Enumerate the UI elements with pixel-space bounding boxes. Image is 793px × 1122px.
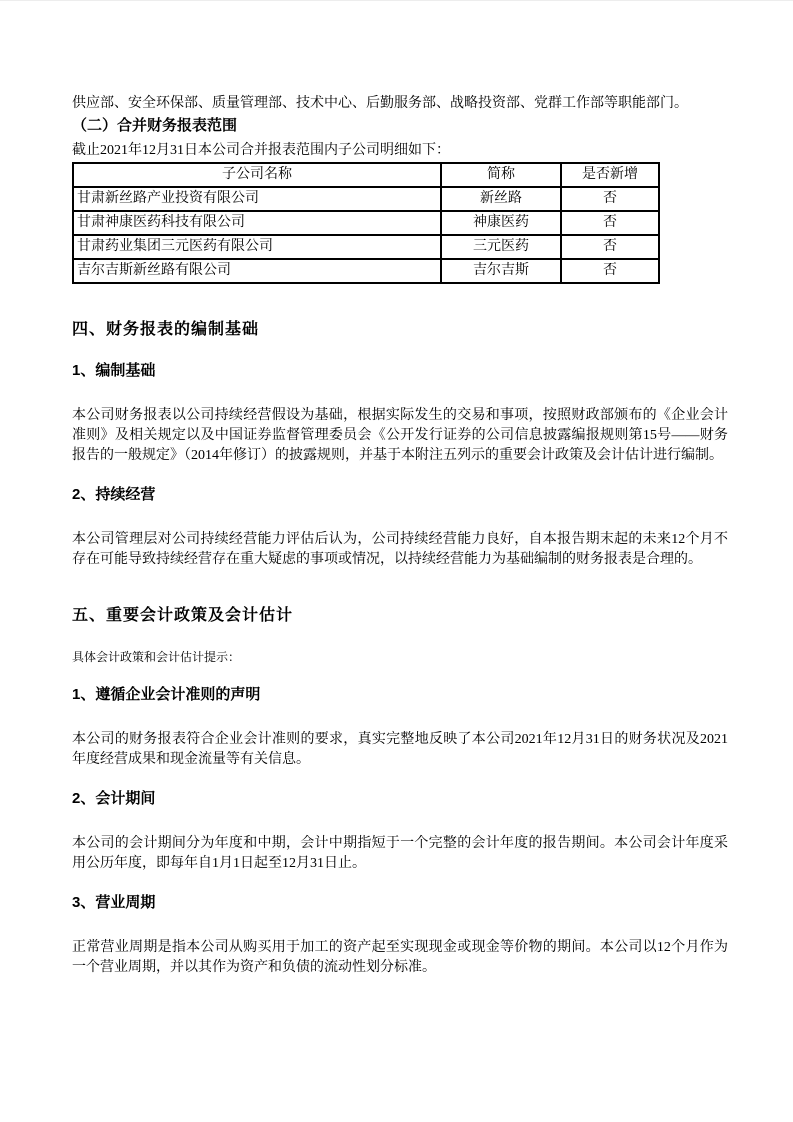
table-row (73, 211, 659, 235)
table-row (73, 235, 659, 259)
subsidiary-name-cell: 甘肃神康医药科技有限公司 (73, 211, 441, 235)
section-4-2-heading: 2、持续经营 (72, 486, 156, 503)
section-4-heading: 四、财务报表的编制基础 (72, 321, 260, 338)
subsidiary-name-cell: 吉尔吉斯新丝路有限公司 (73, 259, 441, 283)
section-5-3-heading: 3、营业周期 (72, 894, 156, 911)
merge-scope-lead-text: 截止2021年12月31日本公司合并报表范围内子公司明细如下： (72, 143, 450, 158)
is-new-cell: 否 (561, 211, 659, 235)
column-header-short-name: 简称 (441, 163, 561, 187)
section-5-heading: 五、重要会计政策及会计估计 (72, 607, 294, 624)
section-5-1-body: 本公司的财务报表符合企业会计准则的要求，真实完整地反映了本公司2021年12月31日的财务状况及2021年度经营成果和现金流量等有关信息。 (72, 732, 728, 767)
short-name-cell: 新丝路 (441, 187, 561, 211)
short-name-cell: 吉尔吉斯 (441, 259, 561, 283)
section-5-2-body: 本公司的会计期间分为年度和中期，会计中期指短于一个完整的会计年度的报告期间。本公司会计年度采用公历年度，即每年自1月1日起至12月31日止。 (72, 836, 728, 871)
short-name-cell: 神康医药 (441, 211, 561, 235)
section-4-1-body: 本公司财务报表以公司持续经营假设为基础，根据实际发生的交易和事项，按照财政部颁布的《企业会计准则》及相关规定以及中国证券监督管理委员会《公开发行证券的公司信息披露编报规则第15号——财务报告的一般规定》（2014年修订）的披露规则，并基于本附注五列示的重要会计政策及会计估计进行编制。 (72, 408, 728, 463)
subsidiary-name-cell: 甘肃新丝路产业投资有限公司 (73, 187, 441, 211)
subsidiaries-table (72, 162, 660, 284)
section-4-1-heading: 1、编制基础 (72, 362, 156, 379)
page-content (0, 1, 793, 978)
is-new-cell: 否 (561, 187, 659, 211)
column-header-subsidiary-name: 子公司名称 (73, 163, 441, 187)
section-5-1-heading: 1、遵循企业会计准则的声明 (72, 686, 261, 703)
intro-paragraph: 供应部、安全环保部、质量管理部、技术中心、后勤服务部、战略投资部、党群工作部等职能部门。 (72, 96, 688, 111)
table-row (73, 259, 659, 283)
is-new-cell: 否 (561, 235, 659, 259)
section-4-2-body: 本公司管理层对公司持续经营能力评估后认为，公司持续经营能力良好，自本报告期末起的未来12个月不存在可能导致持续经营存在重大疑虑的事项或情况，以持续经营能力为基础编制的财务报表是合理的。 (72, 532, 728, 567)
subsidiary-name-cell: 甘肃药业集团三元医药有限公司 (73, 235, 441, 259)
section-5-3-body: 正常营业周期是指本公司从购买用于加工的资产起至实现现金或现金等价物的期间。本公司以12个月作为一个营业周期，并以其作为资产和负债的流动性划分标准。 (72, 940, 728, 975)
table-row (73, 187, 659, 211)
short-name-cell: 三元医药 (441, 235, 561, 259)
section-5-2-heading: 2、会计期间 (72, 790, 156, 807)
merge-scope-heading: （二）合并财务报表范围 (72, 117, 238, 134)
column-header-is-new: 是否新增 (561, 163, 659, 187)
section-5-note: 具体会计政策和会计估计提示： (72, 650, 241, 664)
table-header-row (73, 163, 659, 187)
is-new-cell: 否 (561, 259, 659, 283)
